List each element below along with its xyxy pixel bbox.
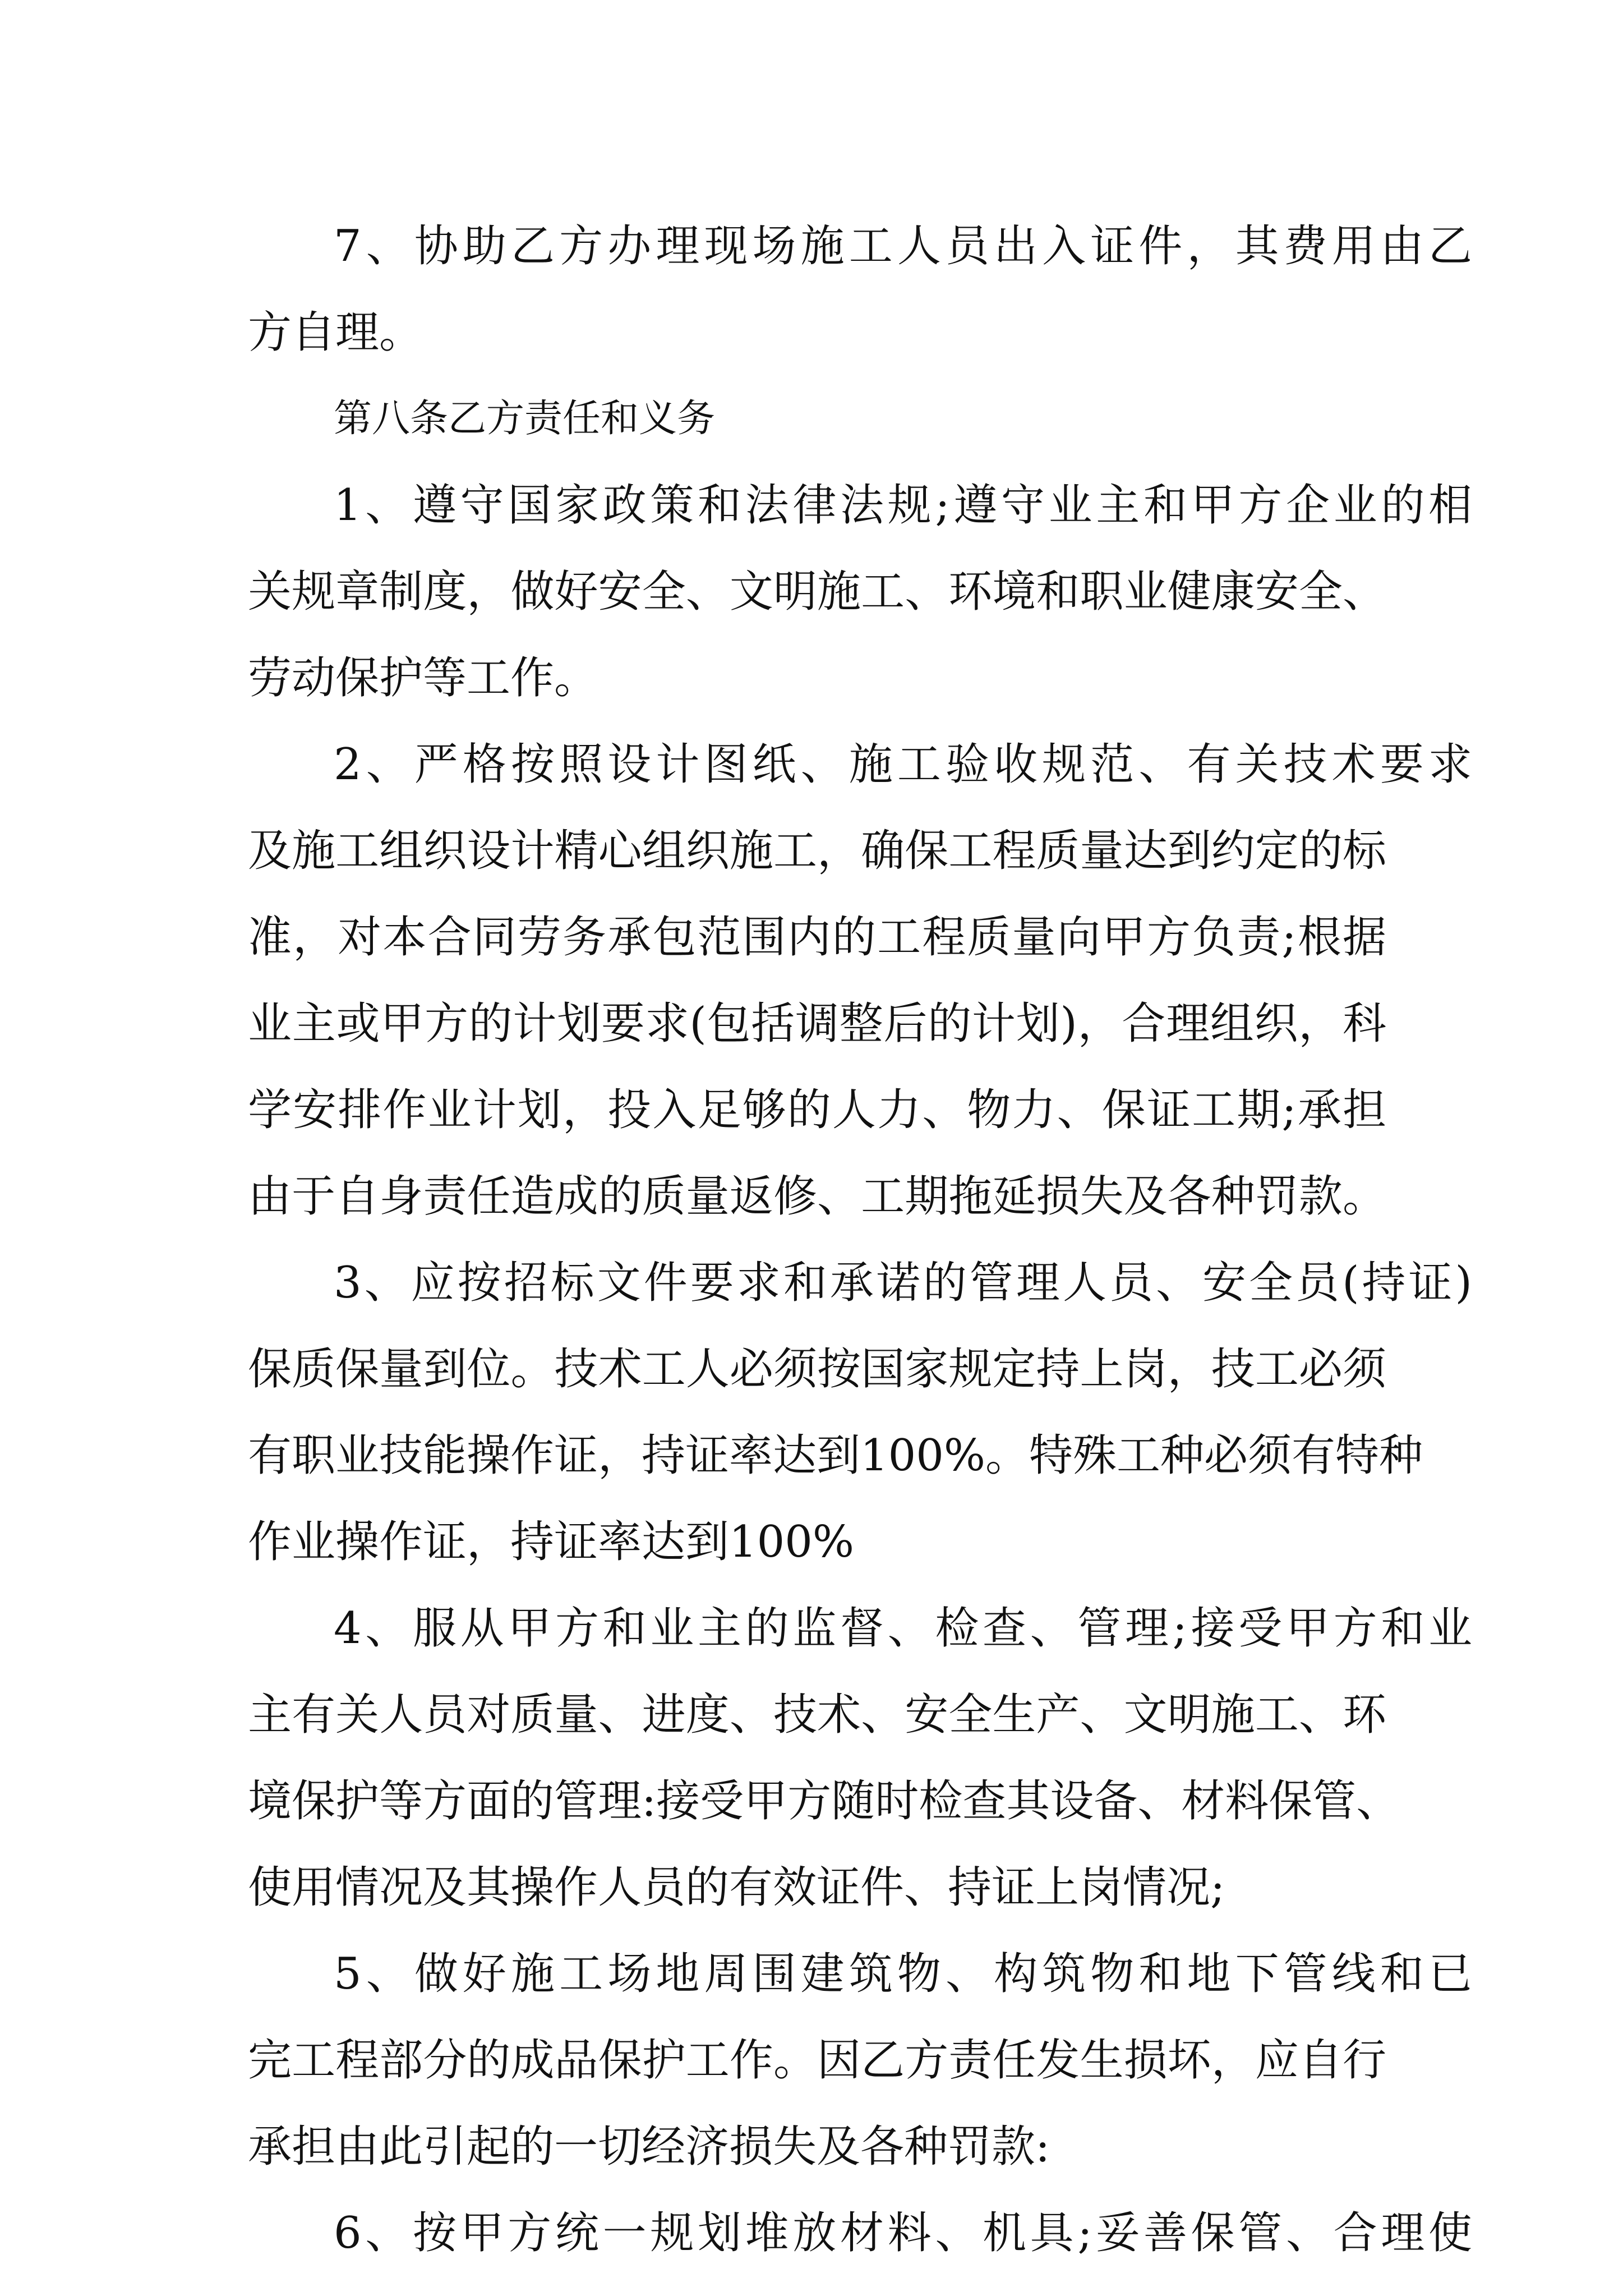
item-2-line-5: 学安排作业计划，投入足够的人力、物力、保证工期;承担 <box>248 1085 1386 1135</box>
item-4-line-3: 境保护等方面的管理:接受甲方随时检查其设备、材料保管、 <box>248 1776 1400 1826</box>
item-4-line-4: 使用情况及其操作人员的有效证件、持证上岗情况; <box>248 1862 1225 1913</box>
paragraph-7-line-1: 7、协助乙方办理现场施工人员出入证件，其费用由乙 <box>334 221 1472 272</box>
item-3-line-2: 保质保量到位。技术工人必须按国家规定持上岗，技工必须 <box>248 1344 1386 1395</box>
section-heading: 第八条乙方责任和义务 <box>334 397 716 441</box>
item-3-line-3: 有职业技能操作证，持证率达到100%。特殊工种必须有特种 <box>248 1430 1423 1481</box>
item-2-line-4: 业主或甲方的计划要求(包括调整后的计划)，合理组织，科 <box>248 999 1386 1049</box>
item-5-line-2: 完工程部分的成品保护工作。因乙方责任发生损坏，应自行 <box>248 2035 1386 2086</box>
item-1-line-2: 关规章制度，做好安全、文明施工、环境和职业健康安全、 <box>248 567 1386 617</box>
paragraph-7-line-2: 方自理。 <box>248 307 423 358</box>
item-5-line-3: 承担由此引起的一切经济损失及各种罚款: <box>248 2122 1050 2172</box>
item-2-line-2: 及施工组织设计精心组织施工，确保工程质量达到约定的标 <box>248 826 1386 876</box>
item-2-line-6: 由于自身责任造成的质量返修、工期拖延损失及各种罚款。 <box>248 1171 1386 1222</box>
item-2-line-1: 2、严格按照设计图纸、施工验收规范、有关技术要求 <box>334 739 1472 790</box>
item-3-line-1: 3、应按招标文件要求和承诺的管理人员、安全员(持证) <box>334 1258 1472 1308</box>
item-3-line-4: 作业操作证，持证率达到100% <box>248 1517 854 1567</box>
item-5-line-1: 5、做好施工场地周围建筑物、构筑物和地下管线和已 <box>334 1949 1472 1999</box>
item-1-line-1: 1、遵守国家政策和法律法规;遵守业主和甲方企业的相 <box>334 480 1472 531</box>
item-2-line-3: 准，对本合同劳务承包范围内的工程质量向甲方负责;根据 <box>248 912 1386 963</box>
item-1-line-3: 劳动保护等工作。 <box>248 653 598 703</box>
item-6-line-1: 6、按甲方统一规划堆放材料、机具;妥善保管、合理使 <box>334 2208 1472 2258</box>
item-4-line-2: 主有关人员对质量、进度、技术、安全生产、文明施工、环 <box>248 1690 1386 1740</box>
item-4-line-1: 4、服从甲方和业主的监督、检查、管理;接受甲方和业 <box>334 1603 1472 1654</box>
